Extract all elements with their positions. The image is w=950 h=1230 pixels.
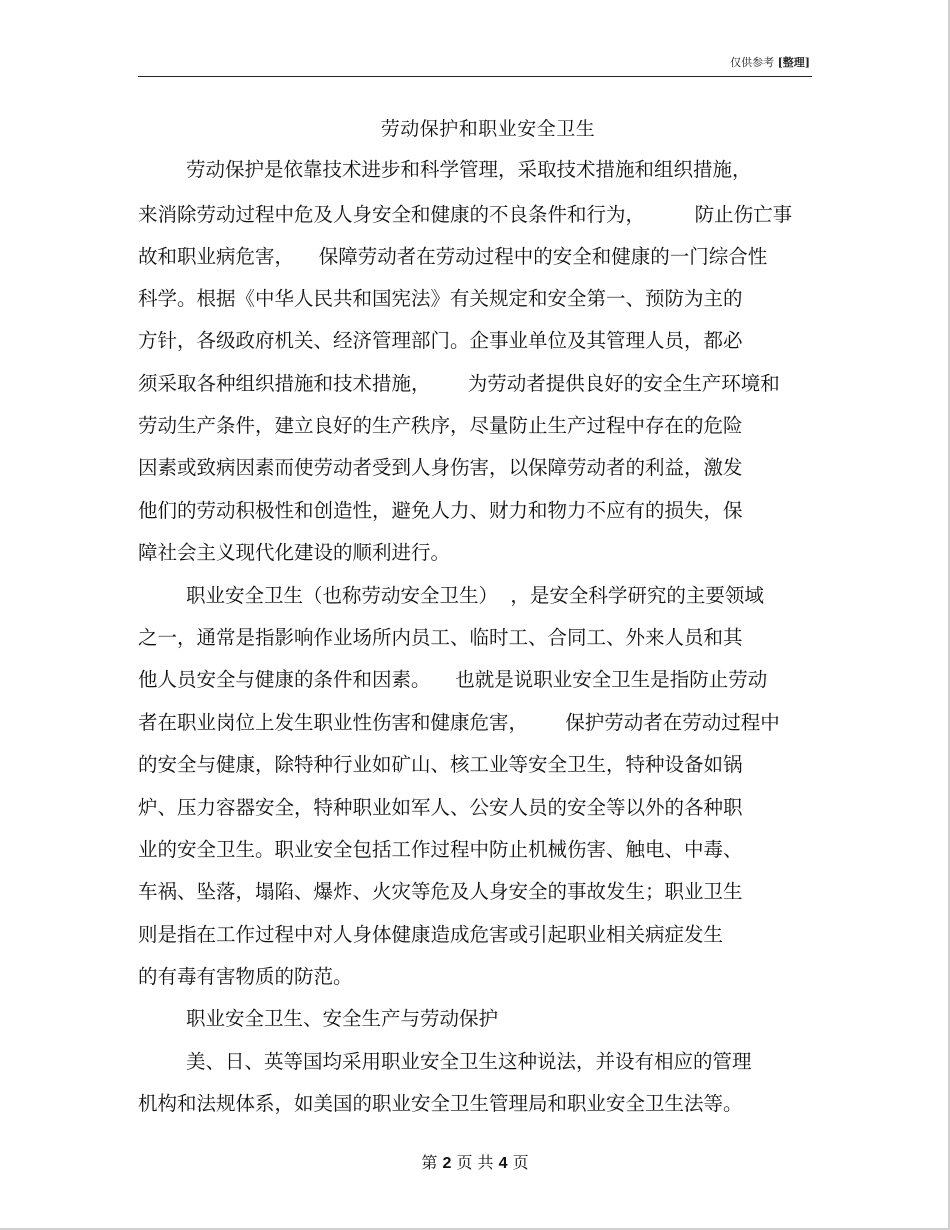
page-footer [0,1153,950,1174]
section-heading: 职业安全卫生、安全生产与劳动保护 [186,1007,499,1030]
paragraph-line: 因素或致病因素而使劳动者受到人身伤害，以保障劳动者的利益，激发 [138,456,743,479]
paragraph-line: 来消除劳动过程中危及人身安全和健康的不良条件和行为， 防止伤亡事 [138,203,793,226]
current-page-number: 2 [442,1155,452,1172]
paragraph-line: 业的安全卫生。职业安全包括工作过程中防止机械伤害、触电、中毒、 [138,838,743,861]
paragraph-line: 则是指在工作过程中对人身体健康造成危害或引起职业相关病症发生 [138,923,724,946]
paragraph-line: 的安全与健康，除特种行业如矿山、核工业等安全卫生，特种设备如锅 [138,753,743,776]
paragraph-line: 炉、压力容器安全，特种职业如军人、公安人员的安全等以外的各种职 [138,796,743,819]
footer-suffix: 页 [512,1153,529,1172]
paragraph-line: 车祸、坠落，塌陷、爆炸、火灾等危及人身安全的事故发生；职业卫生 [138,880,743,903]
header-note [600,55,810,71]
paragraph-line: 职业安全卫生（也称劳动安全卫生） ，是安全科学研究的主要领域 [186,584,764,607]
paragraph-line: 他们的劳动积极性和创造性，避免人力、财力和物力不应有的损失，保 [138,499,743,522]
paragraph-line: 方针，各级政府机关、经济管理部门。企事业单位及其管理人员，都必 [138,329,743,352]
paragraph-line: 须采取各种组织措施和技术措施， 为劳动者提供良好的安全生产环境和 [138,372,780,395]
paragraph-line: 劳动保护是依靠技术进步和科学管理，采取技术措施和组织措施， [186,158,752,181]
paragraph-line: 劳动生产条件，建立良好的生产秩序，尽量防止生产过程中存在的危险 [138,414,743,437]
paragraph-line: 者在职业岗位上发生职业性伤害和健康危害， 保护劳动者在劳动过程中 [138,711,780,734]
paragraph-line: 的有毒有害物质的防范。 [138,965,353,988]
footer-prefix: 第 [421,1153,438,1172]
paragraph-line: 故和职业病危害， 保障劳动者在劳动过程中的安全和健康的一门综合性 [138,245,768,268]
header-tag: [整理] [777,56,810,69]
paragraph-line: 障社会主义现代化建设的顺利进行。 [138,541,451,564]
paragraph-line: 科学。根据《中华人民共和国宪法》有关规定和安全第一、预防为主的 [138,287,743,310]
total-page-count: 4 [498,1155,508,1172]
paragraph-line: 机构和法规体系，如美国的职业安全卫生管理局和职业安全卫生法等。 [138,1092,743,1115]
paragraph-line: 之一，通常是指影响作业场所内员工、临时工、合同工、外来人员和其 [138,626,743,649]
paragraph-line: 美、日、英等国均采用职业安全卫生这种说法，并设有相应的管理 [186,1050,752,1073]
document-title: 劳动保护和职业安全卫生 [380,118,596,140]
footer-middle: 页 共 [456,1153,494,1172]
header-note-text: 仅供参考 [730,56,775,69]
paragraph-line: 他人员安全与健康的条件和因素。 也就是说职业安全卫生是指防止劳动 [138,668,768,691]
header-divider [138,76,812,77]
